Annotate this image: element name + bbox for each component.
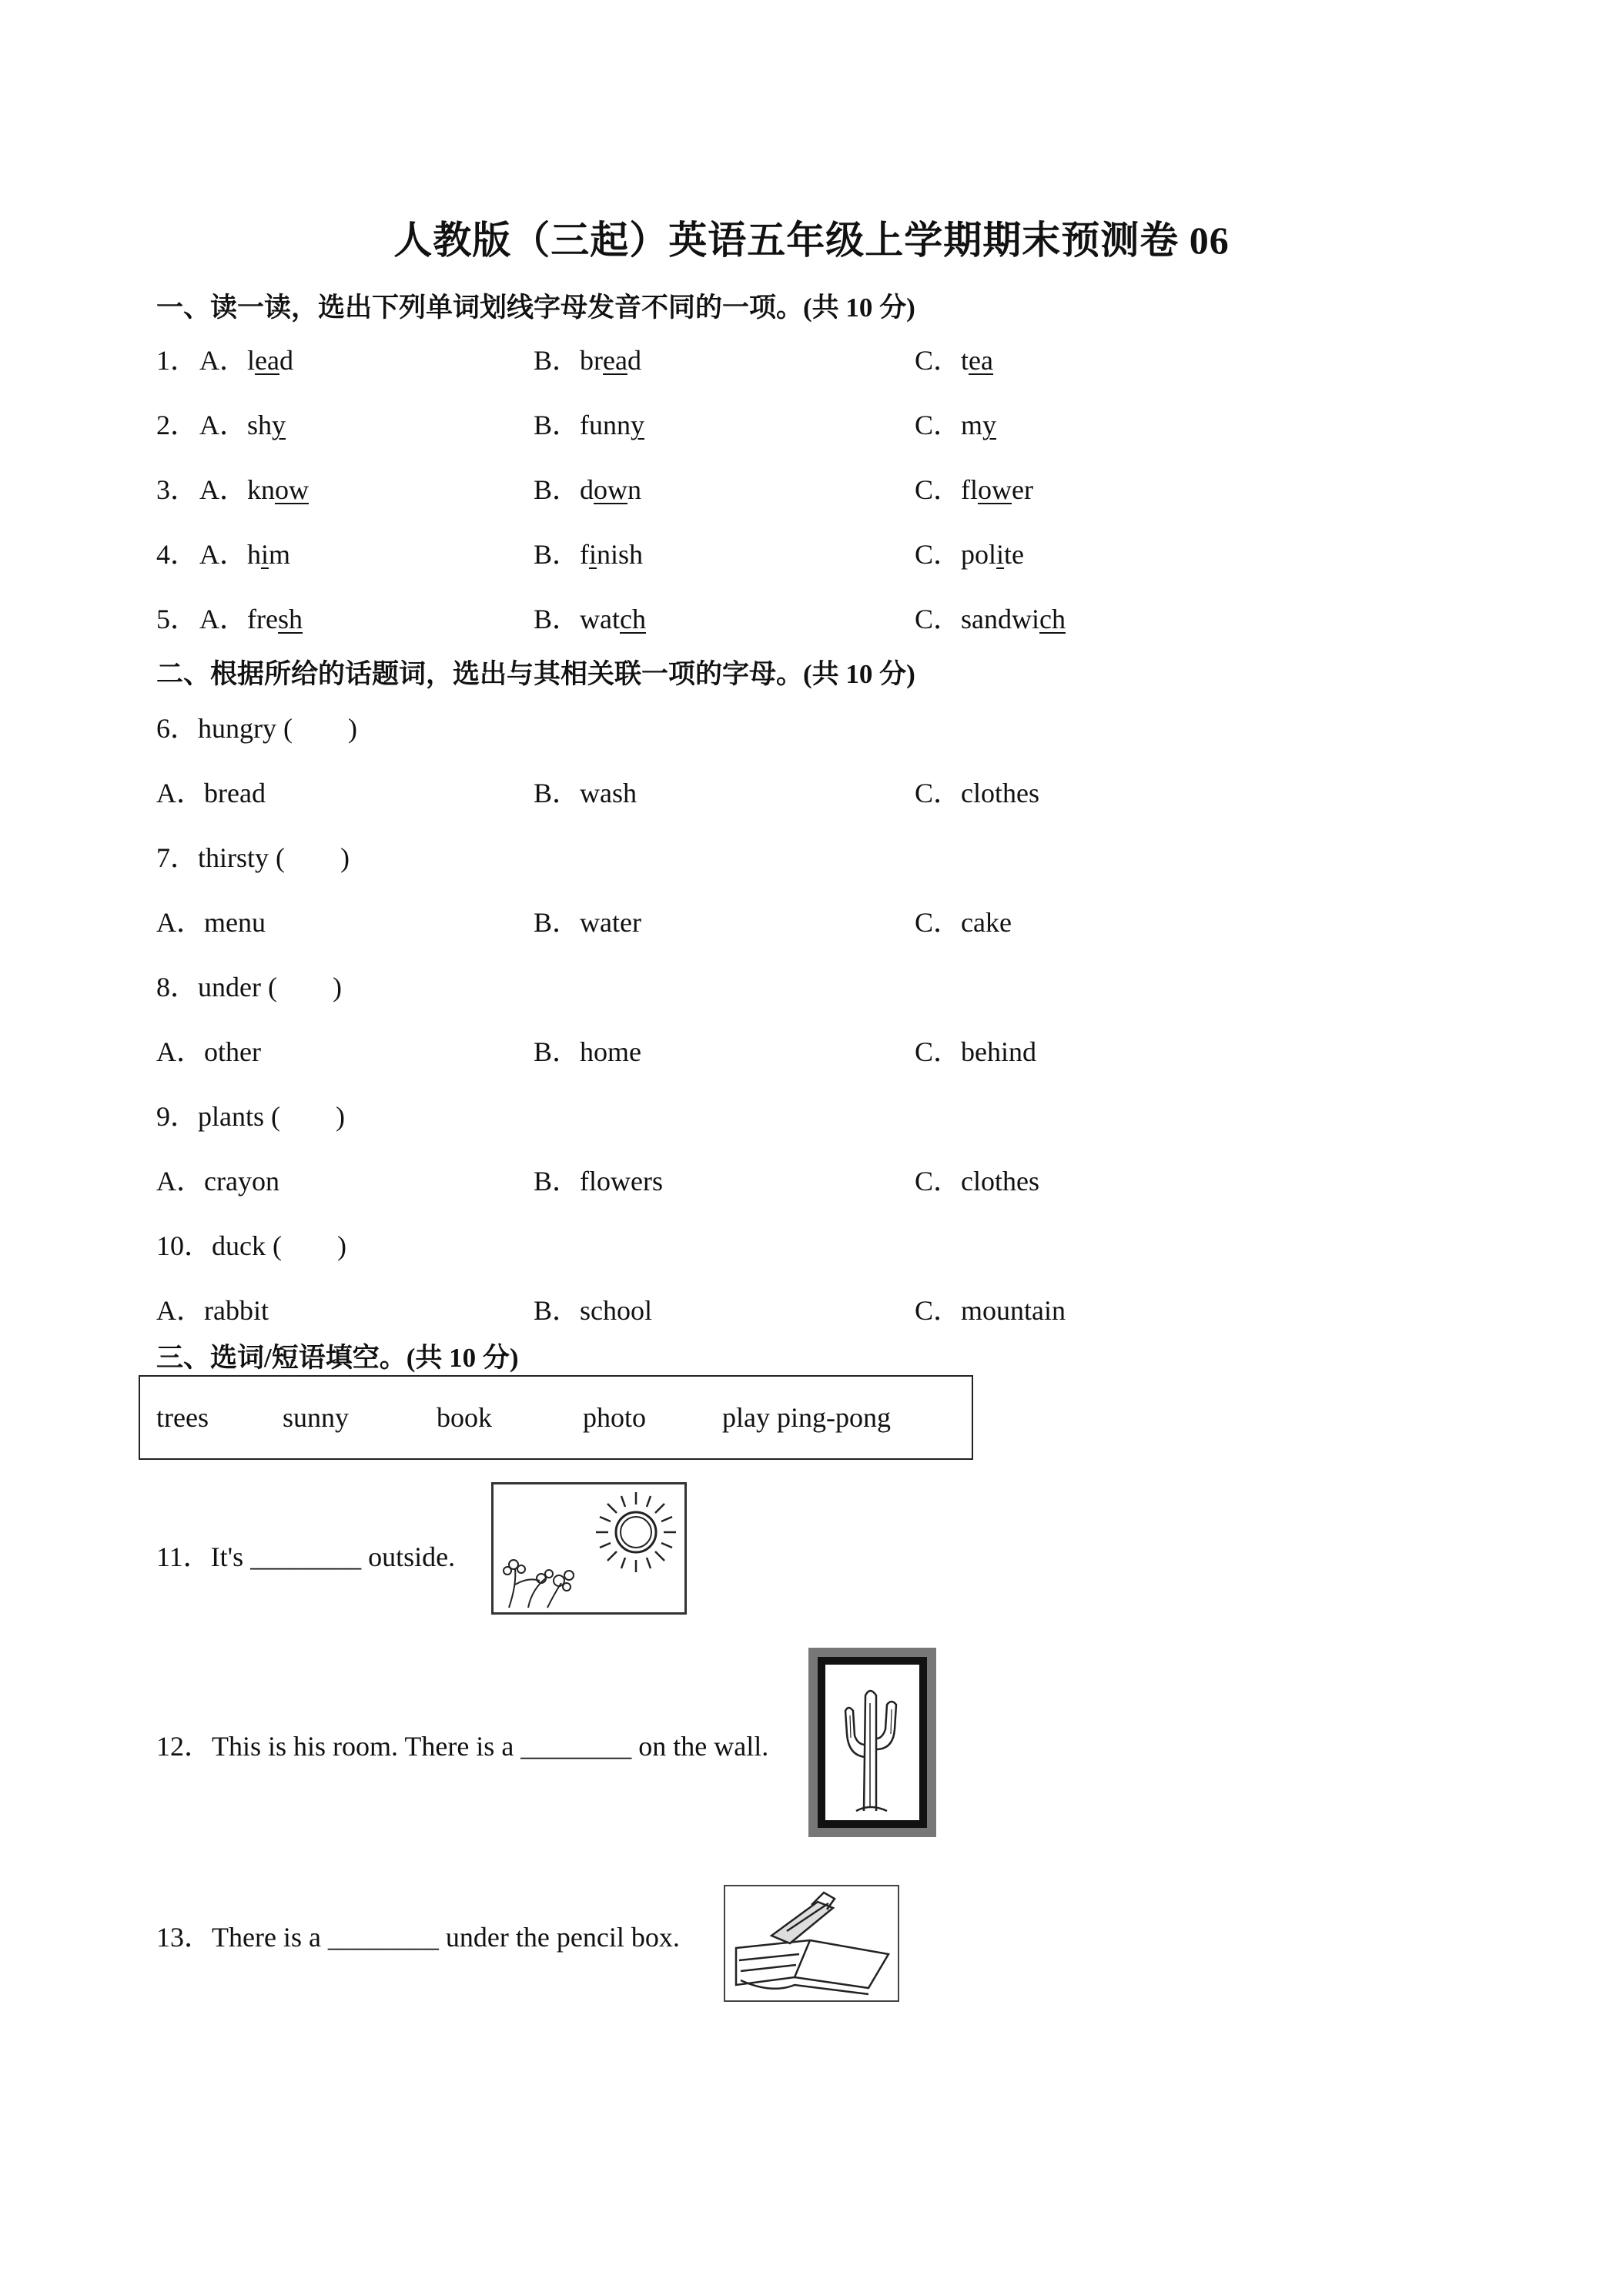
underlined-letters: ch: [1039, 604, 1066, 634]
option-text-part: d: [627, 345, 641, 376]
option-a: [199, 403, 286, 443]
page-title: 人教版（三起）英语五年级上学期期末预测卷 06: [393, 219, 1230, 262]
underlined-letters: ow: [275, 474, 309, 505]
option-text-part: m: [269, 539, 291, 570]
option-a: [199, 597, 303, 637]
option-c: C．clothes: [915, 1166, 1039, 1197]
underlined-letters: ow: [978, 474, 1012, 505]
option-b: B．water: [534, 907, 641, 938]
option-text-part: m: [961, 410, 983, 440]
option-c: C．mountain: [915, 1295, 1066, 1326]
option-text-part: A．: [199, 410, 247, 440]
underlined-letters: ea: [603, 345, 627, 376]
option-text-part: l: [247, 345, 256, 376]
book-with-pencil-box-picture: [724, 1885, 899, 2002]
option-c: [915, 339, 993, 378]
section-2-options: [156, 1289, 1465, 1327]
option-text-part: A．: [199, 604, 247, 634]
section-1-question: [156, 597, 1465, 636]
option-b: [534, 533, 643, 572]
option-text-part: wat: [580, 604, 620, 634]
option-text-part: B．: [534, 604, 581, 634]
word-bank-item: book: [437, 1402, 492, 1433]
section-2-options: [156, 1160, 1465, 1198]
section-1-heading: 一、读一读，选出下列单词划线字母发音不同的一项。(共 10 分): [156, 293, 915, 323]
option-text-part: pol: [961, 539, 997, 570]
option-text-part: sh: [247, 410, 273, 440]
book-image: [725, 1886, 897, 2000]
option-c: [915, 597, 1066, 637]
word-bank-item: play ping-pong: [722, 1402, 891, 1433]
word-bank-item: photo: [583, 1402, 647, 1433]
option-a: [199, 468, 309, 507]
section-2-question: [156, 707, 1465, 745]
section-1-question: [156, 533, 1465, 571]
option-text-part: er: [1012, 474, 1033, 505]
option-text-part: C．: [915, 410, 962, 440]
option-text-part: C．: [915, 345, 962, 376]
underlined-letters: i: [996, 539, 1005, 570]
framed-cactus-photo: [808, 1648, 936, 1837]
photo-frame: [818, 1657, 927, 1828]
cactus-image: [825, 1665, 919, 1820]
option-text-part: t: [961, 345, 969, 376]
option-text-part: B．: [534, 474, 581, 505]
option-text-part: kn: [247, 474, 275, 505]
question-text: 7．thirsty ( ): [156, 842, 350, 873]
section-2-question: [156, 836, 1465, 875]
question-text: 8．under ( ): [156, 972, 342, 1002]
option-text-part: B．: [534, 345, 581, 376]
option-text-part: B．: [534, 539, 581, 570]
section-2-options: [156, 1030, 1465, 1069]
underlined-letters: ow: [594, 474, 628, 505]
option-b: [534, 403, 644, 443]
section-2-question: [156, 966, 1465, 1004]
underlined-letters: ea: [255, 345, 279, 376]
option-a: [199, 339, 293, 378]
section-2-question: [156, 1224, 1465, 1263]
underlined-letters: sh: [277, 604, 303, 634]
question-text: 9．plants ( ): [156, 1101, 345, 1132]
section-3-heading: 三、选词/短语填空。(共 10 分): [156, 1343, 519, 1373]
question-12-text: 12．This is his room. There is a ________ on the wall.: [156, 1731, 769, 1762]
option-text-part: B．: [534, 410, 581, 440]
underlined-letters: i: [589, 539, 597, 570]
option-a: [199, 533, 290, 572]
question-number: 1．: [156, 345, 199, 376]
option-b: [534, 468, 641, 507]
section-1-question: [156, 339, 1465, 377]
option-b: [534, 597, 646, 637]
option-text-part: A．: [199, 474, 247, 505]
word-bank-item: sunny: [283, 1402, 350, 1433]
option-text-part: d: [580, 474, 594, 505]
option-text-part: C．: [915, 539, 962, 570]
sun-and-flowers-picture: [491, 1482, 687, 1615]
option-text-part: nish: [597, 539, 644, 570]
underlined-letters: i: [261, 539, 269, 570]
option-text-part: br: [580, 345, 604, 376]
section-2-options: [156, 771, 1465, 810]
option-b: B．school: [534, 1295, 653, 1326]
option-b: B．home: [534, 1036, 641, 1067]
question-number: 3．: [156, 474, 199, 505]
question-13-text: 13．There is a ________ under the pencil box.: [156, 1922, 680, 1953]
option-text-part: n: [627, 474, 642, 505]
question-number: 4．: [156, 539, 199, 570]
option-text-part: h: [247, 539, 261, 570]
option-c: C．clothes: [915, 778, 1039, 808]
option-a: A．rabbit: [156, 1295, 269, 1326]
option-c: [915, 533, 1024, 572]
option-text-part: sandwi: [961, 604, 1040, 634]
option-a: A．menu: [156, 907, 266, 938]
question-11: [156, 1535, 1465, 1574]
underlined-letters: y: [272, 410, 286, 440]
question-text: 10．duck ( ): [156, 1230, 346, 1261]
underlined-letters: y: [982, 410, 997, 440]
option-c: C．cake: [915, 907, 1012, 938]
option-text-part: fre: [247, 604, 278, 634]
option-b: B．flowers: [534, 1166, 663, 1197]
option-text-part: d: [279, 345, 293, 376]
question-number: 5．: [156, 604, 199, 634]
option-text-part: C．: [915, 604, 962, 634]
question-text: 6．hungry ( ): [156, 713, 357, 744]
word-bank-box: [139, 1375, 973, 1460]
option-c: C．behind: [915, 1036, 1036, 1067]
option-a: A．other: [156, 1036, 261, 1067]
option-a: A．bread: [156, 778, 266, 808]
option-a: A．crayon: [156, 1166, 279, 1197]
option-text-part: A．: [199, 539, 247, 570]
section-2-question: [156, 1095, 1465, 1133]
option-text-part: fl: [961, 474, 979, 505]
option-c: [915, 403, 996, 443]
section-2-options: [156, 901, 1465, 939]
option-text-part: f: [580, 539, 590, 570]
option-b: B．wash: [534, 778, 637, 808]
word-bank-item: trees: [156, 1402, 209, 1433]
option-c: [915, 468, 1033, 507]
underlined-letters: ch: [620, 604, 646, 634]
option-text-part: te: [1004, 539, 1025, 570]
option-text-part: funn: [580, 410, 631, 440]
option-b: [534, 339, 641, 378]
option-text-part: C．: [915, 474, 962, 505]
option-text-part: A．: [199, 345, 247, 376]
section-1-question: [156, 403, 1465, 442]
sun-flowers-image: [494, 1484, 684, 1612]
question-number: 2．: [156, 410, 199, 440]
section-1-question: [156, 468, 1465, 507]
section-2-heading: 二、根据所给的话题词，选出与其相关联一项的字母。(共 10 分): [156, 659, 915, 689]
underlined-letters: y: [631, 410, 645, 440]
question-11-text: 11．It's ________ outside.: [156, 1541, 456, 1572]
underlined-letters: ea: [969, 345, 993, 376]
